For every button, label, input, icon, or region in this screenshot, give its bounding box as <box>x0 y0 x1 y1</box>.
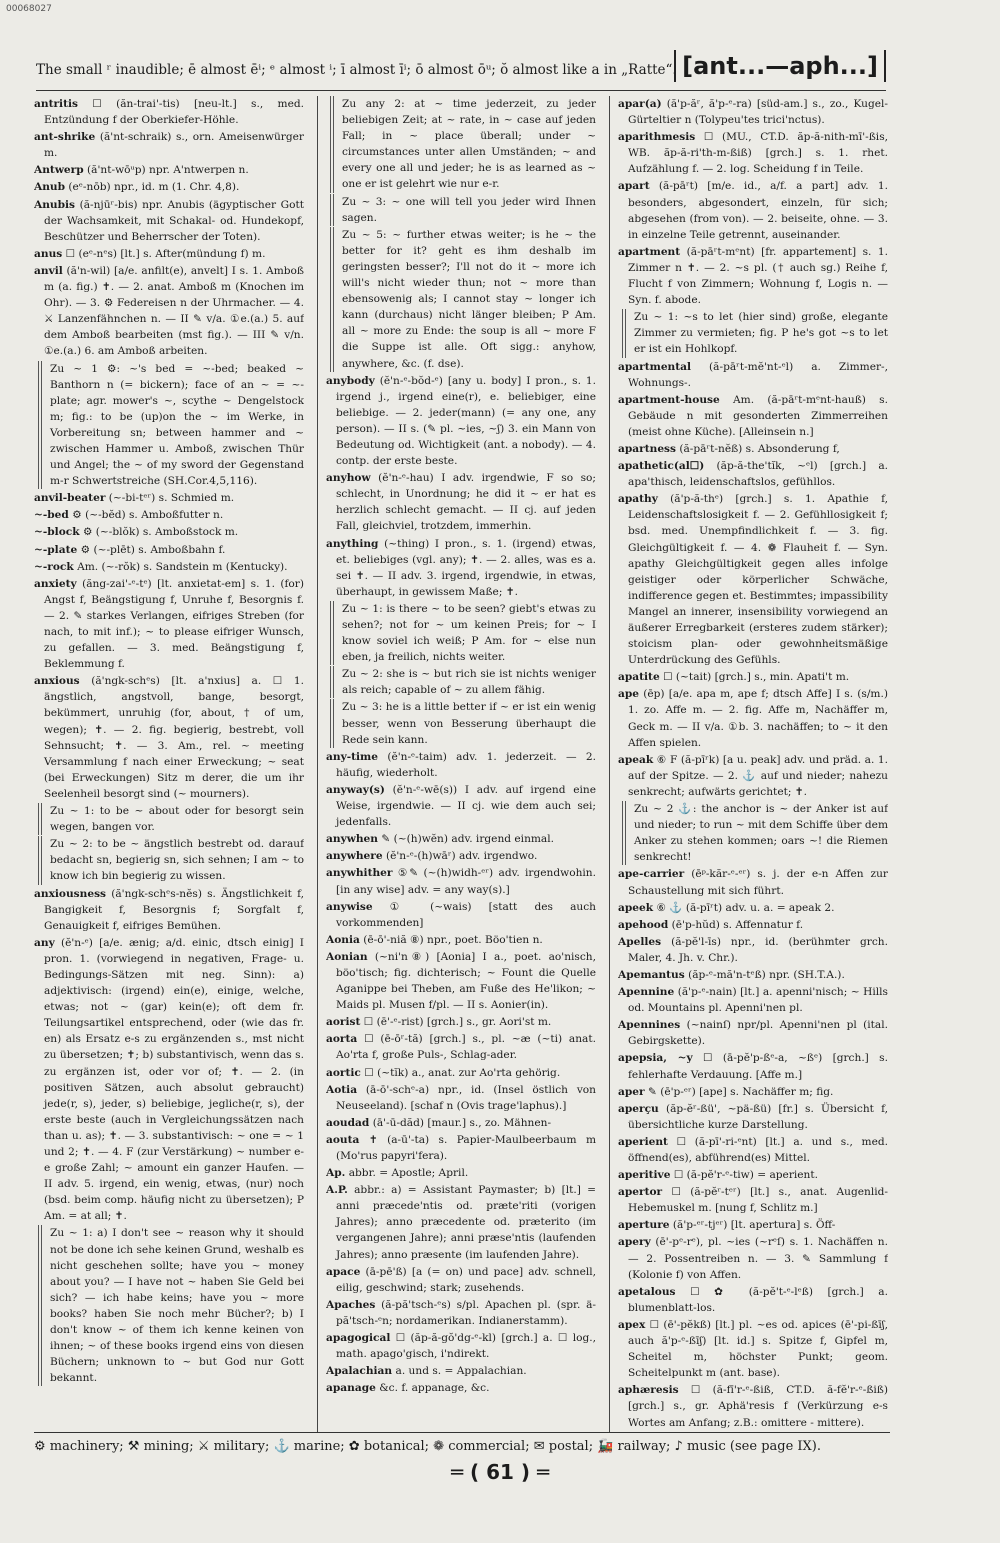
dictionary-entry <box>618 900 888 916</box>
dictionary-entry <box>326 1363 596 1379</box>
headword: aphæresis <box>618 1384 679 1397</box>
headword: aperture <box>618 1219 670 1232</box>
entry-definition: ⚙ (~-plēt) s. Amboßbahn f. <box>80 543 226 556</box>
headword: apartment-house <box>618 393 720 406</box>
entry-definition: (ă-pāʳt-mĕ'nt-ᵉl) a. Zimmer-, Wohnungs-. <box>628 360 888 389</box>
dictionary-entry <box>34 886 304 934</box>
dictionary-entry <box>618 669 888 685</box>
headword: apathetic(al☐) <box>618 460 705 473</box>
dictionary-entry <box>34 162 304 178</box>
entry-definition: ☐ (ē'-pĕkß) [lt.] pl. ~es od. apices (ē'-pi-ßīʃ, auch ă'p-ᵉ-ßīʃ) [lt. id.] s. Spitze f, Gipfel m, Scheitel m, höchster Punkt; geom. Scheitelpunkt m (ant. base). <box>628 1318 888 1380</box>
page-number: ═ ( 61 ) ═ <box>450 1460 550 1484</box>
dictionary-entry <box>34 263 304 360</box>
headword: apace <box>326 1265 361 1278</box>
headword: Antwerp <box>34 164 84 177</box>
column-divider <box>317 96 318 1432</box>
dictionary-entry <box>618 96 888 128</box>
usage-note <box>38 803 304 835</box>
headword: anyhow <box>326 472 371 485</box>
headword: ~-rock <box>34 560 74 573</box>
headword: aortic <box>326 1066 361 1079</box>
headword: ~-plate <box>34 543 78 556</box>
entry-definition: Zu any 2: at ~ time jederzeit, zu jeder beliebigen Zeit; at ~ rate, in ~ case auf jeden Fall; in ~ place überall; under ~ circumstances unter allen Umständen; ~ and every one all und jeder; he is as learned as ~ one er ist gelehrt wie nur e-r. <box>342 98 596 191</box>
entry-definition: (ă'n-wil) [a/e. anfilt(e), anvelt] I s. 1. Amboß m (a. fig.) ✝. — 2. anat. Amboß m (Knochen im Ohr). — 3. ⚙ Federeisen n der Uhrmacher. — 4. ⚔ Lanzenfähnchen n. — II ✎ v/a. ①e.(a.) 5. auf dem Amboß bearbeiten (mst fig.). — III ✎ v/n. ①e.(a.) 6. am Amboß arbeiten. <box>44 264 304 358</box>
dictionary-entry <box>34 507 304 523</box>
entry-definition: ☐ (ē'-ᵉ-rist) [grch.] s., gr. Aori'st m. <box>363 1016 552 1029</box>
usage-note <box>330 666 596 698</box>
headword: aorist <box>326 1016 361 1029</box>
page-header <box>36 50 886 91</box>
dictionary-entry <box>34 935 304 1225</box>
dictionary-entry <box>34 197 304 245</box>
entry-definition: ☐ (ăp-ă-gŏ'dg-ᵉ-kl) [grch.] a. ☐ log., math. apago'gisch, i'ndirekt. <box>336 1332 596 1361</box>
dictionary-entry <box>34 576 304 673</box>
headword: anywhen <box>326 833 378 846</box>
entry-definition: Zu ~ 3: ~ one will tell you jeder wird Ihnen sagen. <box>342 195 596 224</box>
entry-definition: (ā'-ū-dăd) [maur.] s., zo. Mähnen- <box>372 1116 552 1129</box>
entry-definition: ☐ (~tĭk) a., anat. zur Ao'rta gehörig. <box>364 1066 561 1079</box>
entry-definition: ⚙ (~-bĕd) s. Amboßfutter n. <box>72 509 224 522</box>
headword: anywhither <box>326 867 393 880</box>
entry-definition: (ă'p-ă-thᵉ) [grch.] s. 1. Apathie f, Leidenschaftslosigkeit f. — 2. Gefühllosigkeit f; bsd. med. Unempfindlichkeit f. — 3. fig. Gleichgültigkeit f. — 4. ❁ Flauheit f. — Syn. apathy Gleichgültigkeit gegen alles infolge geistiger oder körperlicher Schwäche, indifference gegen et. Bestimmtes; impassibility Mangel an innerer, insensibility vorwiegend an äußerer Erregbarkeit (ersteres zudem stärker); stoicism plan- oder gewohnheitsmäßige Unterdrückung des Gefühls. <box>628 493 888 667</box>
entry-definition: (ĕ'n-ᵉ-(h)wāʳ) adv. irgendwo. <box>385 850 538 863</box>
usage-note <box>330 194 596 226</box>
dictionary-entry <box>34 179 304 195</box>
entry-definition: (ă'p-ᵉ-nain) [lt.] a. apenni'nisch; ~ Hills od. Mountains pl. Apenni'nen pl. <box>628 986 888 1015</box>
headword: any <box>34 936 55 949</box>
headword: anxiety <box>34 577 77 590</box>
entry-definition: (~nainſ) npr/pl. Apenni'nen pl (ital. Gebirgskette). <box>628 1019 888 1048</box>
dictionary-entry <box>618 1017 888 1049</box>
headword: apartment <box>618 245 681 258</box>
headword: ant-shrike <box>34 131 96 144</box>
entry-definition: ⑥ F (ă-pīʳk) [a u. peak] adv. und präd. a. 1. auf der Spitze. — 2. ⚓ auf und nieder; nahezu senkrecht; aufwärts gerichtet; ✝. <box>628 753 888 798</box>
entry-definition: (ăng-zai'-ᵉ-tᵉ) [lt. anxietat-em] s. 1. (for) Angst f, Beängstigung f, Unruhe f, Besorgnis f. — 2. ✎ starkes Verlangen, eifriges Streben (for nach, to mit inf.); ~ to please eifriger Wunsch, zu gefallen. — 3. med. Beängstigung f, Beklemmung f. <box>44 577 304 671</box>
headword: apanage <box>326 1382 376 1395</box>
entry-definition: (ĕ'n-ᵉ-bŏd-ᵉ) [any u. body] I pron., s. 1. irgend j., irgend eine(r), e. beliebiger, eine beliebige. — 2. jeder(mann) (= any one, any person). — II s. (✎ pl. ~ies, ~ʃ) 3. ein Mann von Bedeutung od. Wichtigkeit (ant. a nobody). — 4. contp. der erste beste. <box>336 374 596 468</box>
dictionary-entry <box>34 559 304 575</box>
headword: ape-carrier <box>618 868 685 881</box>
usage-note <box>38 1225 304 1386</box>
entry-definition: (ă-pāʳt-nĕß) s. Absonderung f, <box>679 442 840 455</box>
usage-note <box>330 96 596 193</box>
entry-definition: (ā-pē'ß) [a (= on) und pace] adv. schnell, eilig, geschwind; stark; zusehends. <box>336 1265 596 1294</box>
dictionary-entry <box>618 1317 888 1381</box>
usage-note <box>330 601 596 665</box>
entry-definition: (ē'-pᵉ-rᵉ), pl. ~ies (~rᵉſ) s. 1. Nachäffen n. — 2. Possentreiben n. — 3. ✎ Sammlung f (Kolonie f) von Affen. <box>628 1236 888 1281</box>
entry-definition: ☐ ✿ (ă-pĕ't-ᵉ-lᵉß) [grch.] a. blumenblatt-los. <box>628 1285 888 1314</box>
entry-definition: abbr. = Apostle; April. <box>348 1167 469 1180</box>
headword: anxious <box>34 675 80 688</box>
pronunciation-key: The small ʳ inaudible; ē almost ēⁱ; ᵉ almost ⁱ; ī almost īⁱ; ō almost ōᵘ; ŏ almost like a in „Ratte“. <box>36 62 677 78</box>
entry-definition: ☐ (eᵉ-nᵉs) [lt.] s. After(mündung f) m. <box>65 247 266 260</box>
headword: aouta <box>326 1133 360 1146</box>
headword: apetalous <box>618 1285 676 1298</box>
column-3 <box>618 96 888 1432</box>
headword: anyway(s) <box>326 783 385 796</box>
entry-definition: abbr.: a) = Assistant Paymaster; b) [lt.] = anni præcede'ntis od. præte'riti (vorigen Jahres); anno præcedente od. præterito (im vergangenen Jahre); anni præse'ntis (laufenden Jahres); anno præsente (im laufenden Jahre). <box>336 1184 596 1261</box>
dictionary-entry <box>326 1014 596 1030</box>
headword: A.P. <box>326 1184 348 1197</box>
entry-definition: ☐ (ă-pĕ'r-ᵉ-tiw) = aperient. <box>673 1169 818 1182</box>
headword: ~-bed <box>34 509 69 522</box>
dictionary-entry <box>618 244 888 308</box>
dictionary-entry <box>618 1284 888 1316</box>
headword: aparithmesis <box>618 131 696 144</box>
headword: Apemantus <box>618 968 685 981</box>
dictionary-entry <box>618 359 888 391</box>
dictionary-entry <box>326 949 596 1013</box>
headword: anus <box>34 247 63 260</box>
usage-note <box>330 699 596 747</box>
entry-definition: (ĕ'n-ᵉ) [a/e. ænig; a/d. einic, dtsch einig] I pron. 1. (vorwiegend in negativen, Frage- u. Bedingungs-Sätzen mit neg. Sinn): a) adjektivisch: (irgend) ein(e), einige, welche, etwas; not ~ (gar) kein(e); oft dem fr. Teilungsartikel entsprechend, oder (wie das fr. en) als Ersatz e-s zu ergänzenden s., mst nicht zu übersetzen; ✝; b) substantivisch, wenn das s. zu ergänzen ist, oder vor of; ✝. — 2. (in positiven Sätzen, auch absolut gebraucht) jede(r, s), jeder, s) beliebige, jegliche(r, s), der erste beste (auch in Vergleichungssätzen nach than u. as); ✝. — 3. substantivisch: ~ one = ~ 1 und 2; ✝. — 4. F (zur Verstärkung) ~ number e-e große Zahl; ~ amount ein ganzer Haufen. — II adv. 5. irgend, ein wenig, etwas, (nur) noch (bsd. beim comp. häufig nicht zu übersetzen); P Am. = at all; ✝. <box>44 936 304 1223</box>
headword: aorta <box>326 1033 358 1046</box>
headword: Ap. <box>326 1167 346 1180</box>
headword: Apennines <box>618 1019 681 1032</box>
symbol-legend: ⚙ machinery; ⚒ mining; ⚔ military; ⚓ marine; ✿ botanical; ❁ commercial; ✉ postal; 🚂 railway; ♪ music (see page IX). <box>34 1432 890 1454</box>
entry-definition: (~ni'n⑧) [Aonia] I a., poet. ao'nisch, böo'tisch; fig. dichterisch; ~ Fount die Quelle Aganippe bei Theben, am Fuße des He'likon; ~ Maids pl. Musen f/pl. — II s. Aonier(in). <box>336 950 596 1012</box>
dictionary-entry <box>618 866 888 898</box>
dictionary-entry <box>618 1217 888 1233</box>
usage-note <box>330 227 596 372</box>
headword: apartmental <box>618 360 692 373</box>
headword: anywise <box>326 900 373 913</box>
headword: aperçu <box>618 1102 659 1115</box>
dictionary-entry <box>34 96 304 128</box>
entry-definition: (ĕ'n-ᵉ-hau) I adv. irgendwie, F so so; schlecht, in Unordnung; he did it ~ er hat es herzlich schlecht gemacht. — II cj. auf jeden Fall, gleichviel, trotzdem, immerhin. <box>336 472 596 533</box>
headword: apart <box>618 180 650 193</box>
headword: apepsia, ~y <box>618 1052 693 1065</box>
headword: Aonian <box>326 950 368 963</box>
entry-definition: ☐ (ā-pĕ'p-ßᵉ-a, ~ßᵉ) [grch.] s. fehlerhafte Verdauung. [Affe m.] <box>628 1052 888 1081</box>
headword: Apalachian <box>326 1365 393 1378</box>
entry-definition: Zu ~ 2: to be ~ ängstlich bestrebt od. darauf bedacht sn, begierig sn, sich sehnen; I am ~ to know ich bin begierig zu wissen. <box>50 838 304 883</box>
usage-note <box>38 836 304 884</box>
entry-definition: ☐ (ē-ōʳ-tă) [grch.] s., pl. ~æ (~ti) anat. Ao'rta f, große Puls-, Schlag-ader. <box>336 1033 596 1062</box>
dictionary-entry <box>326 865 596 897</box>
dictionary-entry <box>618 1382 888 1430</box>
headword: apartness <box>618 442 676 455</box>
usage-note <box>622 801 888 865</box>
dictionary-entry <box>326 1330 596 1362</box>
entry-definition: (ēp) [a/e. apa m, ape f; dtsch Affe] I s. (s/m.) 1. zo. Affe m. — 2. fig. Affe m, Nachäffer m, Geck m. — II v/a. ①b. 3. nachäffen; to ~ it den Affen spielen. <box>628 688 888 749</box>
headword: apertor <box>618 1186 663 1199</box>
entry-definition: (ă'nt-wōᵘp) npr. A'ntwerpen n. <box>87 164 249 177</box>
headword: Aotia <box>326 1083 358 1096</box>
dictionary-entry <box>326 749 596 781</box>
headword: aper <box>618 1085 645 1098</box>
entry-definition: ⑤✎ (~(h)widh-ᵉʳ) adv. irgendwohin. [in any wise] adv. = any way(s).] <box>336 867 596 896</box>
entry-definition: ⑥ ⚓ (ă-pīʳt) adv. u. a. = apeak 2. <box>656 901 835 914</box>
entry-definition: ☐ (ă-fī'r-ᵉ-ßiß, CT.D. ă-fĕ'r-ᵉ-ßiß) [grch.] s., gr. Aphä'resis f (Verkürzung e-s Wortes am Anfang; z.B.: omittere - mittere). <box>628 1384 888 1429</box>
dictionary-entry <box>618 934 888 966</box>
entry-definition: (ăp-ᵉ-mă'n-tᵉß) npr. (SH.T.A.). <box>688 968 845 981</box>
headword: apex <box>618 1318 646 1331</box>
dictionary-entry <box>618 984 888 1016</box>
dictionary-entry <box>326 831 596 847</box>
dictionary-entry <box>618 1050 888 1082</box>
dictionary-entry <box>34 542 304 558</box>
entry-definition: (ă'nt-schraik) s., orn. Ameisenwürger m. <box>44 131 304 160</box>
column-divider <box>609 96 610 1432</box>
dictionary-columns <box>34 96 890 1432</box>
dictionary-entry <box>326 1031 596 1063</box>
entry-definition: (~thing) I pron., s. 1. (irgend) etwas, et. beliebiges (vgl. any); ✝. — 2. alles, was es a. sei ✝. — II adv. 3. irgend, irgendwie, in etwas, überhaupt, in gewissem Maße; ✝. <box>336 537 596 598</box>
entry-definition: ☐ (ă-pī'-ri-ᵉnt) [lt.] a. und s., med. öffnend(es), abführend(es) Mittel. <box>628 1135 888 1164</box>
entry-definition: Zu ~ 1: a) I don't see ~ reason why it should not be done ich sehe keinen Grund, weshalb es nicht geschehen sollte; have you ~ money about you? — I have not ~ haben Sie Geld bei sich? — ich habe keins; have you ~ more books? haben Sie noch mehr Bücher?; b) I don't know ~ of them ich kenne keinen von ihnen; ~ of these books irgend eins von diesen Büchern; unknown to ~ but God nur Gott bekannt. <box>50 1227 304 1385</box>
headword: anvil <box>34 264 63 277</box>
entry-definition: (ă'p-ᵉʳ-tjᵉʳ) [lt. apertura] s. Öff- <box>672 1219 836 1232</box>
entry-definition: Zu ~ 1: ~s to let (hier sind) große, elegante Zimmer zu vermieten; fig. P he's got ~s to let er ist ein Hohlkopf. <box>634 311 888 356</box>
entry-definition: ✎ (ē'p-ᵉʳ) [ape] s. Nachäffer m; fig. <box>647 1085 834 1098</box>
dictionary-entry <box>34 129 304 161</box>
entry-definition: (ĕ'n-ᵉ-taim) adv. 1. jederzeit. — 2. häufig, wiederholt. <box>336 750 596 779</box>
dictionary-entry <box>326 899 596 931</box>
entry-definition: (ē-ō'-niă ⑧) npr., poet. Böo'tien n. <box>363 933 543 946</box>
headword: anybody <box>326 374 375 387</box>
dictionary-entry <box>34 490 304 506</box>
dictionary-entry <box>618 129 888 177</box>
running-head: [ant...—aph...] <box>674 50 886 82</box>
headword: apatite <box>618 671 660 684</box>
dictionary-entry <box>618 458 888 490</box>
entry-definition: ✝ (a-ū'-ta) s. Papier-Maulbeerbaum m (Mo'rus papyri'fera). <box>336 1133 596 1162</box>
dictionary-entry <box>326 1082 596 1114</box>
dictionary-entry <box>618 441 888 457</box>
headword: apathy <box>618 493 658 506</box>
entry-definition: (ă-njūʳ-bis) npr. Anubis (ägyptischer Gott der Wachsamkeit, mit Schakal- od. Hundekopf, Beschützer und Beherrscher der Toten). <box>44 198 304 243</box>
headword: anywhere <box>326 850 383 863</box>
entry-definition: (ă-pāʳt-mᵉnt) [fr. appartement] s. 1. Zimmer n ✝. — 2. ~s pl. († auch sg.) Reihe f, Flucht f von Zimmern; Wohnung f, Logis n. — Syn. f. abode. <box>628 245 888 307</box>
entry-definition: Zu ~ 1: to be ~ about oder for besorgt sein wegen, bangen vor. <box>50 805 304 834</box>
entry-definition: ✎ (~(h)wĕn) adv. irgend einmal. <box>381 833 555 846</box>
entry-definition: a. und s. = Appalachian. <box>395 1365 527 1378</box>
headword: apar(a) <box>618 98 662 110</box>
scan-id: 00068027 <box>6 4 52 14</box>
entry-definition: Am. (ă-pāʳt-mᵉnt-hauß) s. Gebäude n mit gesonderten Zimmerreihen (meist ohne Küche). [Alleinsein n.] <box>628 393 888 438</box>
entry-definition: (eᵉ-nōb) npr., id. m (1. Chr. 4,8). <box>68 181 240 194</box>
dictionary-entry <box>326 1115 596 1131</box>
headword: aperitive <box>618 1169 671 1182</box>
dictionary-entry <box>326 1297 596 1329</box>
column-1 <box>34 96 304 1432</box>
entry-definition: (ă'ngk-schᵉs) [lt. a'nxius] a. ☐ 1. ängstlich, angstvoll, bange, besorgt, bekümmert, unruhig (for, about, † of um, wegen); ✝. — 2. fig. begierig, bestrebt, voll Sehnsucht; ✝. — 3. Am., rel. ~ meeting Versammlung f nach einer Erweckung; ~ seat (bei Erweckungen) Sitz m derer, die um ihr Seelenheil besorgt sind (~ mourners). <box>44 675 304 800</box>
dictionary-entry <box>326 782 596 830</box>
dictionary-entry <box>326 373 596 470</box>
entry-definition: Zu ~ 5: ~ further etwas weiter; is he ~ the better for it? geht es ihm deshalb im geringsten besser?; I'll not do it ~ more ich will's nicht wieder thun; not ~ more than ebensowenig als; I cannot stay ~ longer ich kann (durchaus) nicht länger bleiben; P Am. all ~ more zu Ende: the soup is all ~ more F die Suppe ist alle. Oft sigg.: anyhow, anywhere, &c. (f. dse). <box>342 228 596 370</box>
dictionary-entry <box>618 686 888 750</box>
entry-definition: (ă-pă'tsch-ᵉs) s/pl. Apachen pl. (spr. ä-pă'tsch-ᵉn; nordamerikan. Indianerstamm). <box>336 1298 596 1327</box>
entry-definition: ☐ (MU., CT.D. ăp-ă-nith-mī'-ßis, WB. ăp-ă-ri'th-m-ßiß) [grch.] s. 1. rhet. Aufzählung f. — 2. log. Scheidung f in Teile. <box>628 131 888 176</box>
entry-definition: ☐ (ă-pĕʳ-tᵉʳ) [lt.] s., anat. Augenlid-Hebemuskel m. [nung f, Schlitz m.] <box>628 1186 888 1215</box>
entry-definition: ⚙ (~-blŏk) s. Amboßstock m. <box>82 526 239 539</box>
entry-definition: (ă'p-ăʳ, ă'p-ᵉ-ra) [süd-am.] s., zo., Kugel-Gürteltier n (Tolypeu'tes trici'nctus). <box>628 98 888 127</box>
headword: apeak <box>618 753 654 766</box>
entry-definition: (ĕ'n-ᵉ-wē(s)) I adv. auf irgend eine Weise, irgendwie. — II cj. wie dem auch sei; jedenfalls. <box>336 783 596 829</box>
headword: anxiousness <box>34 887 107 900</box>
dictionary-entry <box>618 1184 888 1216</box>
headword: apeek <box>618 901 654 914</box>
dictionary-entry <box>618 178 888 242</box>
entry-definition: (ēᵖ-kăr-ᵉ-ᵉʳ) s. j. der e-n Affen zur Schaustellung mit sich führt. <box>628 868 888 897</box>
entry-definition: ① (~wais) [statt des auch vorkommenden] <box>336 900 596 929</box>
dictionary-entry <box>618 491 888 668</box>
headword: anvil-beater <box>34 492 106 505</box>
headword: Apelles <box>618 935 662 948</box>
entry-definition: (ă-pāʳt) [m/e. id., a/f. a part] adv. 1. besonders, abgesondert, einzeln, für sich; abgesehen (from von). — 2. beiseite, ohne. — 3. in einzelne Teile getrennt, auseinander. <box>628 180 888 241</box>
entry-definition: ☐ (~tait) [grch.] s., min. Apati't m. <box>663 671 850 684</box>
dictionary-entry <box>326 932 596 948</box>
entry-definition: Zu ~ 1 ⚙: ~'s bed = ~-bed; beaked ~ Banthorn n (= bickern); face of an ~ = ~-plate; agr. mower's ~, scythe ~ Dengelstock m; fig.: to be (up)on the ~ im Werke, in Vorbereitung sn; between hammer and ~ zwischen Hammer u. Amboß, zwischen Thür und Angel; the ~ of my sword der Gegenstand m-r Schwertstreiche (SH.Cor.4,5,116). <box>50 362 304 488</box>
dictionary-entry <box>326 1380 596 1396</box>
usage-note <box>38 361 304 490</box>
dictionary-entry <box>326 848 596 864</box>
headword: anything <box>326 537 379 550</box>
headword: any-time <box>326 750 378 763</box>
entry-definition: (~-bi-tᵉʳ) s. Schmied m. <box>108 492 235 505</box>
dictionary-entry <box>34 524 304 540</box>
dictionary-entry <box>34 246 304 262</box>
entry-definition: Zu ~ 2 ⚓: the anchor is ~ der Anker ist auf und nieder; to run ~ mit dem Schiffe über dem Anker zu stehen kommen; oars ~! die Riemen senkrecht! <box>634 803 888 864</box>
dictionary-entry <box>326 1065 596 1081</box>
entry-definition: Zu ~ 3: he is a little better if ~ er ist ein wenig besser, wenn von Besserung überhaupt die Rede sein kann. <box>342 701 596 746</box>
dictionary-entry <box>326 1132 596 1164</box>
headword: Aonia <box>326 933 360 946</box>
entry-definition: Zu ~ 2: she is ~ but rich sie ist nichts weniger als reich; capable of ~ zu allem fähig. <box>342 668 596 697</box>
dictionary-entry <box>618 967 888 983</box>
dictionary-entry <box>618 1167 888 1183</box>
entry-definition: (ā-ō'-schᵉ-a) npr., id. (Insel östlich von Neuseeland). [schaf n (Ovis trage'laphus).] <box>336 1083 596 1112</box>
headword: aoudad <box>326 1116 370 1129</box>
usage-note <box>622 309 888 357</box>
entry-definition: (ăp-ă-the'tĭk, ~ᵉl) [grch.] a. apa'thisch, leidenschaftslos, gefühllos. <box>628 460 888 489</box>
headword: apery <box>618 1236 651 1249</box>
headword: antritis <box>34 98 78 110</box>
dictionary-entry <box>618 752 888 800</box>
dictionary-entry <box>326 1264 596 1296</box>
entry-definition: (ē'p-hŭd) s. Affennatur f. <box>671 918 804 931</box>
headword: Apennine <box>618 986 675 999</box>
column-2 <box>326 96 596 1432</box>
dictionary-entry <box>326 1165 596 1181</box>
headword: Anubis <box>34 198 76 211</box>
entry-definition: (ă'ngk-schᵉs-nĕs) s. Ängstlichkeit f, Bangigkeit f, Besorgnis f; Sorgfalt f, Genauigkeit f, eifriges Bemühen. <box>44 887 304 932</box>
dictionary-entry <box>326 536 596 600</box>
entry-definition: (ă-pĕ'l-īs) npr., id. (berühmter grch. Maler, 4. Jh. v. Chr.). <box>628 935 888 964</box>
entry-definition: Zu ~ 1: is there ~ to be seen? giebt's etwas zu sehen?; not for ~ um keinen Preis; for ~ I know soviel ich weiß; P Am. for ~ else nun eben, ja freilich, nichts weiter. <box>342 602 596 664</box>
headword: ape <box>618 688 640 701</box>
dictionary-entry <box>618 1084 888 1100</box>
dictionary-entry <box>326 470 596 534</box>
headword: Apaches <box>326 1298 376 1311</box>
entry-definition: (ăp-ĕʳ-ßü', ~pä-ßü) [fr.] s. Übersicht f, übersichtliche kurze Darstellung. <box>628 1102 888 1131</box>
headword: aperient <box>618 1135 668 1148</box>
dictionary-entry <box>326 1182 596 1262</box>
dictionary-entry <box>618 917 888 933</box>
dictionary-entry <box>618 392 888 440</box>
dictionary-entry <box>618 1234 888 1282</box>
entry-definition: &c. f. appanage, &c. <box>379 1382 490 1395</box>
headword: ~-block <box>34 526 80 539</box>
dictionary-entry <box>618 1101 888 1133</box>
headword: Anub <box>34 181 66 194</box>
dictionary-entry <box>618 1134 888 1166</box>
entry-definition: ☐ (ăn-trai'-tis) [neu-lt.] s., med. Entzündung f der Oberkiefer-Höhle. <box>44 98 304 127</box>
entry-definition: Am. (~-rŏk) s. Sandstein m (Kentucky). <box>77 560 288 573</box>
headword: apagogical <box>326 1332 391 1345</box>
dictionary-entry <box>34 673 304 802</box>
headword: apehood <box>618 918 669 931</box>
